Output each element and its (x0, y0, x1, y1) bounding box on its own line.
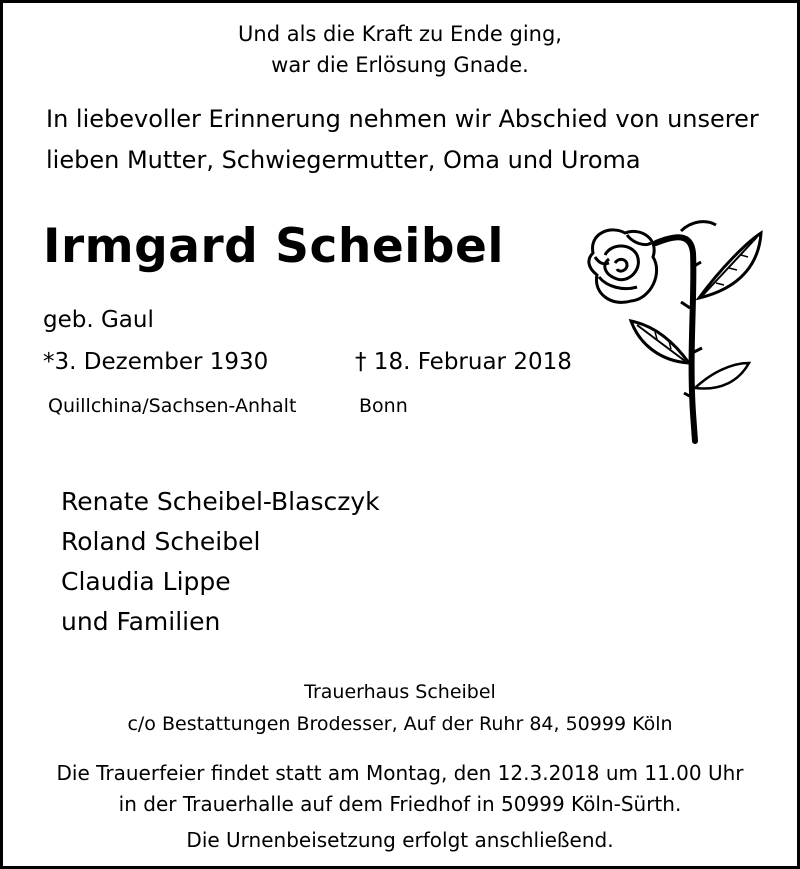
family-member: und Familien (61, 607, 221, 636)
birth-name: geb. Gaul (43, 307, 154, 333)
mourning-house-line-2: c/o Bestattungen Brodesser, Auf der Ruhr 84, 50999 Köln (127, 713, 673, 735)
family-member: Claudia Lippe (61, 567, 231, 596)
intro-line-2: lieben Mutter, Schwiegermutter, Oma und Uroma (46, 146, 641, 174)
intro-line-1: In liebevoller Erinnerung nehmen wir Abschied von unserer (46, 105, 759, 133)
rose-icon (581, 213, 791, 448)
family-list (61, 482, 380, 642)
service-line-2: in der Trauerhalle auf dem Friedhof in 50999 Köln-Sürth. (118, 792, 682, 816)
death-place: Bonn (359, 395, 408, 417)
birth-place: Quillchina/Sachsen-Anhalt (48, 395, 297, 417)
service-info (3, 758, 797, 820)
deceased-name: Irmgard Scheibel (43, 219, 504, 274)
birth-date: *3. Dezember 1930 (43, 349, 269, 375)
mourning-house (3, 676, 797, 740)
mourning-house-line-1: Trauerhaus Scheibel (304, 681, 496, 703)
urn-burial-note: Die Urnenbeisetzung erfolgt anschließend. (186, 828, 614, 852)
family-member: Roland Scheibel (61, 527, 261, 556)
motto-line-2: war die Erlösung Gnade. (271, 53, 529, 77)
motto (3, 19, 797, 81)
motto-line-1: Und als die Kraft zu Ende ging, (238, 22, 562, 46)
death-date: † 18. Februar 2018 (355, 349, 572, 375)
service-line-1: Die Trauerfeier findet statt am Montag, den 12.3.2018 um 11.00 Uhr (56, 761, 744, 785)
intro-text (46, 99, 759, 181)
family-member: Renate Scheibel-Blasczyk (61, 487, 380, 516)
